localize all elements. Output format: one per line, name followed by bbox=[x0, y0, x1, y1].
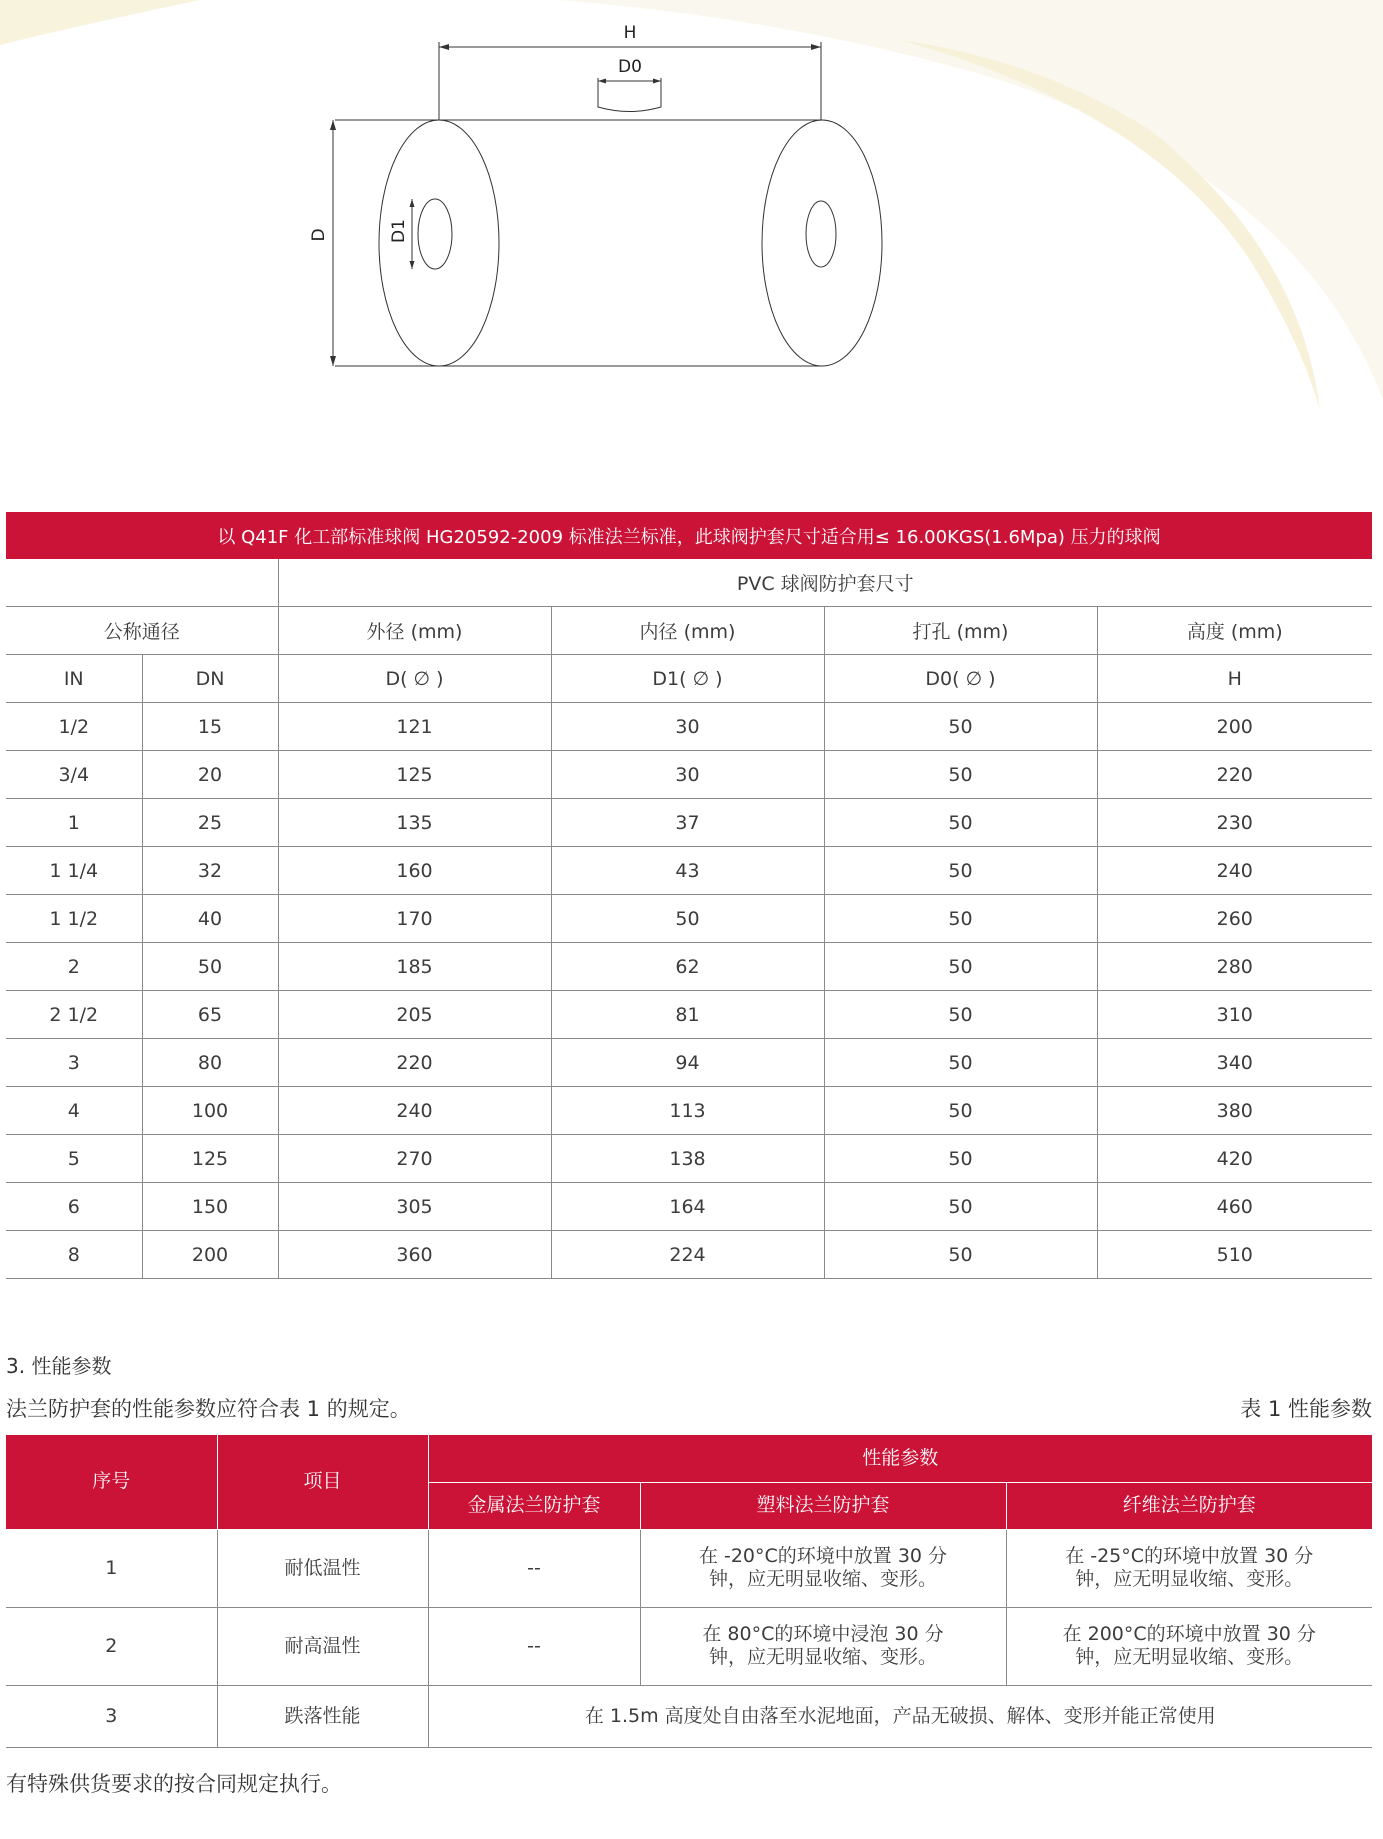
header-outer: 外径 (mm) bbox=[278, 607, 551, 655]
cell-outer: 185 bbox=[278, 943, 551, 991]
cell-outer: 360 bbox=[278, 1231, 551, 1279]
cell-outer: 240 bbox=[278, 1087, 551, 1135]
top-hole bbox=[598, 95, 661, 112]
valve-cover-diagram bbox=[309, 20, 1050, 440]
table-row bbox=[6, 1183, 1372, 1231]
table-row bbox=[6, 991, 1372, 1039]
cell-inner: 81 bbox=[551, 991, 824, 1039]
cell-in: 3 bbox=[6, 1039, 142, 1087]
label-d0: D0 bbox=[618, 57, 642, 77]
cell-height: 200 bbox=[1097, 703, 1372, 751]
cell-dn: 100 bbox=[142, 1087, 278, 1135]
cell-outer: 270 bbox=[278, 1135, 551, 1183]
cell-inner: 30 bbox=[551, 751, 824, 799]
row-fiber bbox=[1006, 1607, 1372, 1685]
row-no: 2 bbox=[6, 1607, 217, 1685]
row-metal: -- bbox=[428, 1607, 640, 1685]
cell-hole: 50 bbox=[824, 895, 1097, 943]
performance-table bbox=[6, 1435, 1372, 1748]
cell-hole: 50 bbox=[824, 1231, 1097, 1279]
cell-outer: 121 bbox=[278, 703, 551, 751]
cell-height: 380 bbox=[1097, 1087, 1372, 1135]
table-row bbox=[6, 703, 1372, 751]
row-fiber-line2: 钟，应无明显收缩、变形。 bbox=[1075, 1568, 1304, 1590]
cell-in: 2 1/2 bbox=[6, 991, 142, 1039]
cell-dn: 15 bbox=[142, 703, 278, 751]
subheader-d: D( ∅ ) bbox=[278, 655, 551, 703]
size-table-caption: 以 Q41F 化工部标准球阀 HG20592-2009 标准法兰标准，此球阀护套尺寸适合用≤ 16.00KGS(1.6Mpa) 压力的球阀 bbox=[6, 512, 1372, 559]
row-fiber-line1: 在 -25°C的环境中放置 30 分 bbox=[1065, 1545, 1314, 1567]
table-row bbox=[6, 943, 1372, 991]
cell-hole: 50 bbox=[824, 847, 1097, 895]
row-fiber-line2: 钟，应无明显收缩、变形。 bbox=[1075, 1646, 1304, 1668]
cell-hole: 50 bbox=[824, 703, 1097, 751]
table-row bbox=[6, 1231, 1372, 1279]
cell-hole: 50 bbox=[824, 943, 1097, 991]
subheader-dn: DN bbox=[142, 655, 278, 703]
table-row bbox=[6, 1529, 1372, 1607]
label-d1: D1 bbox=[389, 219, 409, 243]
row-fiber bbox=[1006, 1529, 1372, 1607]
cell-outer: 160 bbox=[278, 847, 551, 895]
row-item: 耐高温性 bbox=[217, 1607, 428, 1685]
header-hole: 打孔 (mm) bbox=[824, 607, 1097, 655]
cell-hole: 50 bbox=[824, 1135, 1097, 1183]
subheader-d1: D1( ∅ ) bbox=[551, 655, 824, 703]
cell-in: 8 bbox=[6, 1231, 142, 1279]
cell-dn: 50 bbox=[142, 943, 278, 991]
cell-dn: 150 bbox=[142, 1183, 278, 1231]
label-h: H bbox=[623, 23, 637, 43]
cell-in: 1 1/4 bbox=[6, 847, 142, 895]
header-height: 高度 (mm) bbox=[1097, 607, 1372, 655]
cell-height: 240 bbox=[1097, 847, 1372, 895]
cell-inner: 94 bbox=[551, 1039, 824, 1087]
header-inner: 内径 (mm) bbox=[551, 607, 824, 655]
cell-dn: 125 bbox=[142, 1135, 278, 1183]
cell-dn: 65 bbox=[142, 991, 278, 1039]
cell-hole: 50 bbox=[824, 751, 1097, 799]
table-row bbox=[6, 1039, 1372, 1087]
header-plastic: 塑料法兰防护套 bbox=[640, 1482, 1006, 1529]
row-no: 3 bbox=[6, 1685, 217, 1747]
cell-height: 280 bbox=[1097, 943, 1372, 991]
row-plastic-line1: 在 80°C的环境中浸泡 30 分 bbox=[702, 1623, 944, 1645]
row-plastic-line2: 钟，应无明显收缩、变形。 bbox=[708, 1646, 937, 1668]
cell-in: 1/2 bbox=[6, 703, 142, 751]
cell-outer: 205 bbox=[278, 991, 551, 1039]
table-row bbox=[6, 895, 1372, 943]
cell-in: 1 1/2 bbox=[6, 895, 142, 943]
cell-dn: 80 bbox=[142, 1039, 278, 1087]
section-title: 3. 性能参数 bbox=[6, 1354, 112, 1378]
header-nominal: 公称通径 bbox=[6, 607, 278, 655]
cell-height: 310 bbox=[1097, 991, 1372, 1039]
row-item: 耐低温性 bbox=[217, 1529, 428, 1607]
row-plastic-line2: 钟，应无明显收缩、变形。 bbox=[708, 1568, 937, 1590]
cell-height: 460 bbox=[1097, 1183, 1372, 1231]
cell-inner: 43 bbox=[551, 847, 824, 895]
cell-height: 230 bbox=[1097, 799, 1372, 847]
row-plastic bbox=[640, 1607, 1006, 1685]
table-row bbox=[6, 1607, 1372, 1685]
cell-dn: 40 bbox=[142, 895, 278, 943]
cell-in: 1 bbox=[6, 799, 142, 847]
cell-inner: 164 bbox=[551, 1183, 824, 1231]
cell-dn: 32 bbox=[142, 847, 278, 895]
label-d: D bbox=[309, 228, 329, 242]
row-metal: -- bbox=[428, 1529, 640, 1607]
cell-inner: 30 bbox=[551, 703, 824, 751]
header-no: 序号 bbox=[6, 1435, 217, 1529]
table-caption: 表 1 性能参数 bbox=[1240, 1397, 1372, 1421]
row-no: 1 bbox=[6, 1529, 217, 1607]
cell-hole: 50 bbox=[824, 991, 1097, 1039]
row-plastic-line1: 在 -20°C的环境中放置 30 分 bbox=[698, 1545, 948, 1567]
cell-inner: 113 bbox=[551, 1087, 824, 1135]
cell-in: 3/4 bbox=[6, 751, 142, 799]
pvc-group-header: PVC 球阀防护套尺寸 bbox=[278, 559, 1372, 607]
section-intro: 法兰防护套的性能参数应符合表 1 的规定。 bbox=[6, 1397, 411, 1421]
header-metal: 金属法兰防护套 bbox=[428, 1482, 640, 1529]
table-row bbox=[6, 1087, 1372, 1135]
row-fiber-line1: 在 200°C的环境中放置 30 分 bbox=[1062, 1623, 1316, 1645]
cell-in: 4 bbox=[6, 1087, 142, 1135]
subheader-in: IN bbox=[6, 655, 142, 703]
row-item: 跌落性能 bbox=[217, 1685, 428, 1747]
cell-inner: 138 bbox=[551, 1135, 824, 1183]
cell-height: 420 bbox=[1097, 1135, 1372, 1183]
cell-outer: 125 bbox=[278, 751, 551, 799]
subheader-d0: D0( ∅ ) bbox=[824, 655, 1097, 703]
header-params: 性能参数 bbox=[428, 1435, 1372, 1482]
cell-in: 6 bbox=[6, 1183, 142, 1231]
cell-outer: 170 bbox=[278, 895, 551, 943]
table-row bbox=[6, 1685, 1372, 1747]
cell-dn: 200 bbox=[142, 1231, 278, 1279]
empty-header-cell bbox=[6, 559, 278, 607]
row-merged: 在 1.5m 高度处自由落至水泥地面，产品无破损、解体、变形并能正常使用 bbox=[428, 1685, 1372, 1747]
cell-in: 2 bbox=[6, 943, 142, 991]
cell-hole: 50 bbox=[824, 1183, 1097, 1231]
subheader-h: H bbox=[1097, 655, 1372, 703]
row-plastic bbox=[640, 1529, 1006, 1607]
cell-dn: 25 bbox=[142, 799, 278, 847]
cell-in: 5 bbox=[6, 1135, 142, 1183]
cell-inner: 37 bbox=[551, 799, 824, 847]
cell-height: 220 bbox=[1097, 751, 1372, 799]
footer-note: 有特殊供货要求的按合同规定执行。 bbox=[6, 1772, 342, 1796]
cell-inner: 62 bbox=[551, 943, 824, 991]
table-row bbox=[6, 799, 1372, 847]
cell-outer: 305 bbox=[278, 1183, 551, 1231]
header-fiber: 纤维法兰防护套 bbox=[1006, 1482, 1372, 1529]
size-table bbox=[6, 512, 1372, 1279]
right-flange bbox=[762, 120, 882, 366]
cell-height: 260 bbox=[1097, 895, 1372, 943]
table-row bbox=[6, 751, 1372, 799]
cell-outer: 135 bbox=[278, 799, 551, 847]
table-row bbox=[6, 847, 1372, 895]
cell-height: 510 bbox=[1097, 1231, 1372, 1279]
cell-outer: 220 bbox=[278, 1039, 551, 1087]
cell-hole: 50 bbox=[824, 799, 1097, 847]
cell-hole: 50 bbox=[824, 1087, 1097, 1135]
table-row bbox=[6, 1135, 1372, 1183]
cell-inner: 50 bbox=[551, 895, 824, 943]
cell-inner: 224 bbox=[551, 1231, 824, 1279]
cell-hole: 50 bbox=[824, 1039, 1097, 1087]
cell-dn: 20 bbox=[142, 751, 278, 799]
cell-height: 340 bbox=[1097, 1039, 1372, 1087]
header-item: 项目 bbox=[217, 1435, 428, 1529]
